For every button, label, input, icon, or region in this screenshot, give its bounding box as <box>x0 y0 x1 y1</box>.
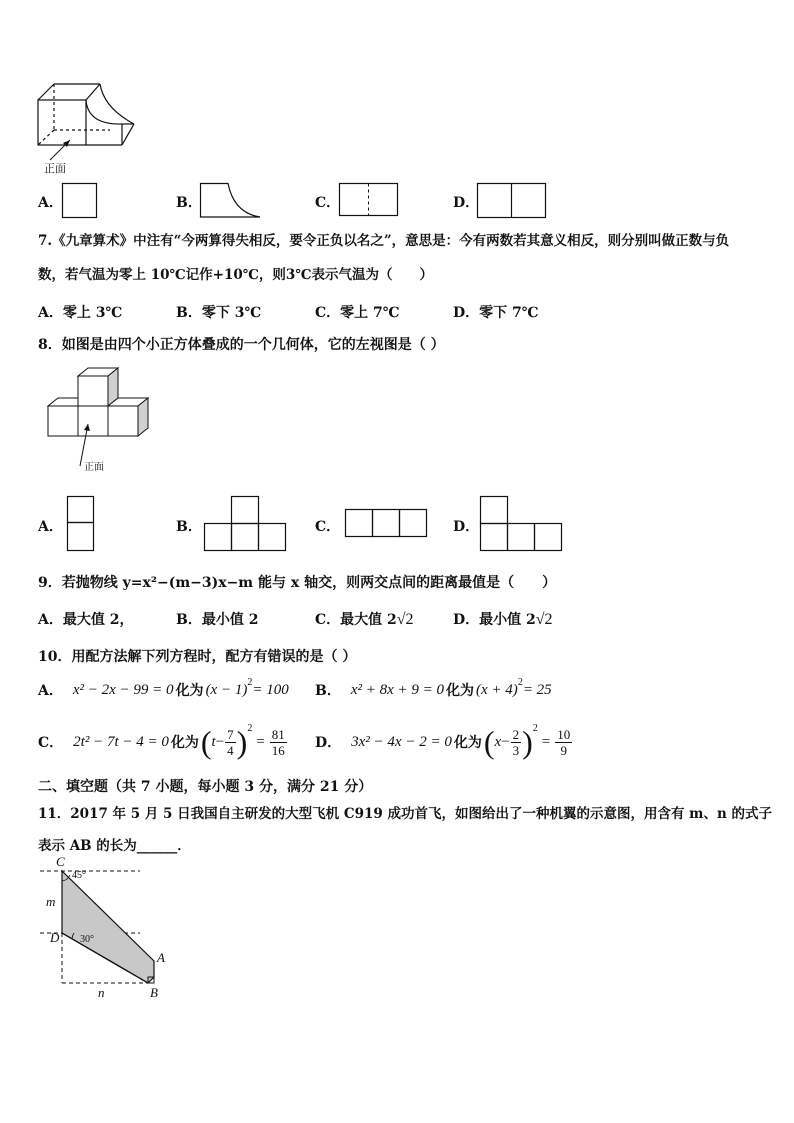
q11-label-a: A <box>157 950 165 965</box>
q10-option-d-var: x <box>494 733 502 750</box>
q9-option-d-radical: √2 <box>535 611 553 628</box>
q10-option-d-result-den: 9 <box>560 742 567 758</box>
q7-option-a[interactable]: A．零上 3℃ <box>38 305 123 321</box>
q6-option-b-label[interactable]: B． <box>176 195 202 211</box>
q10-option-c-exp: 2 <box>247 722 253 734</box>
q10-option-c-frac-den: 4 <box>227 742 234 758</box>
q11-label-n: n <box>98 985 105 1000</box>
q8-option-b-label[interactable]: B． <box>176 519 202 535</box>
q8-option-b-figure[interactable] <box>204 496 288 552</box>
q10-option-c-sign: − <box>215 733 225 750</box>
q6-option-a-label[interactable]: A． <box>38 195 63 211</box>
q10-option-b-result-base: (x + 4) <box>476 681 518 698</box>
q6-option-d-figure[interactable] <box>477 183 547 219</box>
q10-option-d-equation: 3x² − 4x − 2 = 0 <box>351 733 452 750</box>
q8-stem: 8．如图是由四个小正方体叠成的一个几何体，它的左视图是（ ） <box>38 337 445 353</box>
q10-option-c-connector: 化为 <box>170 735 199 751</box>
q11-label-d: D <box>50 930 60 945</box>
q10-option-a-result-rhs: = 100 <box>252 681 289 698</box>
q10-option-b-connector: 化为 <box>446 683 475 699</box>
q10-option-a-connector: 化为 <box>175 683 204 699</box>
q10-option-c-frac-num: 7 <box>227 726 234 742</box>
q10-option-d-sign: − <box>501 733 510 750</box>
q6-option-d-label[interactable]: D． <box>453 195 480 211</box>
q9-stem: 9．若抛物线 y=x²−(m−3)x−m 能与 x 轴交，则两交点间的距离最值是（ ） <box>38 575 557 591</box>
q8-option-d-label[interactable]: D． <box>453 519 480 535</box>
q11-label-m: m <box>46 894 56 909</box>
q10-option-d-result-num: 10 <box>557 726 571 742</box>
q10-option-d-result-fraction <box>555 727 572 758</box>
q10-option-b-result-exp: 2 <box>517 676 523 688</box>
q11-wing-figure <box>40 855 170 1005</box>
q9-option-c[interactable] <box>315 609 414 629</box>
q6-front-label: 正面 <box>44 162 66 175</box>
q10-option-a[interactable] <box>38 678 289 702</box>
q10-option-a-result-exp: 2 <box>247 676 253 688</box>
q10-option-c-result-fraction <box>270 727 287 758</box>
q9-option-c-radical: √2 <box>396 611 414 628</box>
q10-option-b-equation: x² + 8x + 9 = 0 <box>350 681 445 698</box>
q6-option-a-figure[interactable] <box>62 183 98 219</box>
q11-stem-line1: 11．2017 年 5 月 5 日我国自主研发的大型飞机 C919 成功首飞，如图给出了一种机翼的示意图，用含有 m、n 的式子 <box>38 806 772 822</box>
q11-label-angle-30: 30° <box>80 934 94 945</box>
q7-option-b[interactable]: B．零下 3℃ <box>176 305 262 321</box>
q10-option-c-right-paren: ) <box>236 724 248 760</box>
q6-option-c-label[interactable]: C． <box>315 195 341 211</box>
q9-option-d-text: D．最小值 2 <box>453 612 536 628</box>
q10-option-d-right-paren: ) <box>522 724 533 760</box>
q10-option-c-equation: 2t² − 7t − 4 = 0 <box>73 733 169 750</box>
q10-option-d-equals: = <box>541 733 551 750</box>
section2-heading: 二、填空题（共 7 小题，每小题 3 分，满分 21 分） <box>38 779 373 795</box>
q6-option-b-figure[interactable] <box>200 183 264 219</box>
q10-option-c-result-num: 81 <box>271 726 285 742</box>
q8-front-label: 正面 <box>84 462 104 473</box>
q8-option-c-label[interactable]: C． <box>315 519 341 535</box>
q7-stem-line1: 7.《九章算术》中注有“今两算得失相反，要令正负以名之”，意思是：今有两数若其意义相反，则分别叫做正数与负 <box>38 233 730 249</box>
q10-option-d-left-paren: ( <box>483 724 495 760</box>
q10-option-a-label: A． <box>38 683 63 699</box>
q10-option-d[interactable] <box>315 720 573 764</box>
q10-option-c[interactable] <box>38 720 288 764</box>
q9-option-a[interactable]: A．最大值 2， <box>38 612 134 628</box>
q6-option-c-figure[interactable] <box>339 183 399 217</box>
q11-label-b: B <box>150 985 158 1000</box>
q7-option-d[interactable]: D．零下 7℃ <box>453 305 539 321</box>
q10-option-d-label: D． <box>315 735 342 751</box>
q9-option-d[interactable] <box>453 609 553 629</box>
q8-option-a-label[interactable]: A． <box>38 519 63 535</box>
q11-label-c: C <box>56 854 65 869</box>
q11-stem-line2: 表示 AB 的长为______． <box>38 838 191 854</box>
q9-option-c-text: C．最大值 2 <box>315 612 397 628</box>
q11-wing-shape <box>62 871 154 983</box>
q10-option-c-equals: = <box>256 733 265 750</box>
q11-label-angle-45: 45° <box>72 870 86 881</box>
q10-stem: 10．用配方法解下列方程时，配方有错误的是（ ） <box>38 649 357 665</box>
q10-option-d-fraction <box>511 727 522 758</box>
q8-option-c-figure[interactable] <box>345 509 429 539</box>
q10-option-d-connector: 化为 <box>453 735 482 751</box>
q10-option-a-result-base: (x − 1) <box>205 681 248 698</box>
q10-option-c-label: C． <box>38 735 64 751</box>
q10-option-b-result-rhs: = 25 <box>522 681 552 698</box>
q8-option-d-figure[interactable] <box>480 496 564 552</box>
q10-option-a-equation: x² − 2x − 99 = 0 <box>72 681 174 698</box>
q10-option-b[interactable] <box>315 678 552 702</box>
q10-option-c-result-den: 16 <box>271 742 285 758</box>
q7-option-c[interactable]: C．零上 7℃ <box>315 305 400 321</box>
q10-option-c-var: t <box>211 733 216 750</box>
q10-option-d-frac-num: 2 <box>512 726 520 742</box>
q9-option-b[interactable]: B．最小值 2 <box>176 612 259 628</box>
q10-option-c-fraction <box>225 727 236 758</box>
q10-option-b-label: B． <box>315 683 341 699</box>
q8-option-a-figure[interactable] <box>67 496 95 552</box>
q7-stem-line2: 数，若气温为零上 10℃记作+10℃，则3℃表示气温为（ ） <box>38 267 434 283</box>
q10-option-c-left-paren: ( <box>200 724 212 760</box>
q10-option-d-frac-den: 3 <box>512 742 520 758</box>
q10-option-d-exp: 2 <box>532 722 538 734</box>
